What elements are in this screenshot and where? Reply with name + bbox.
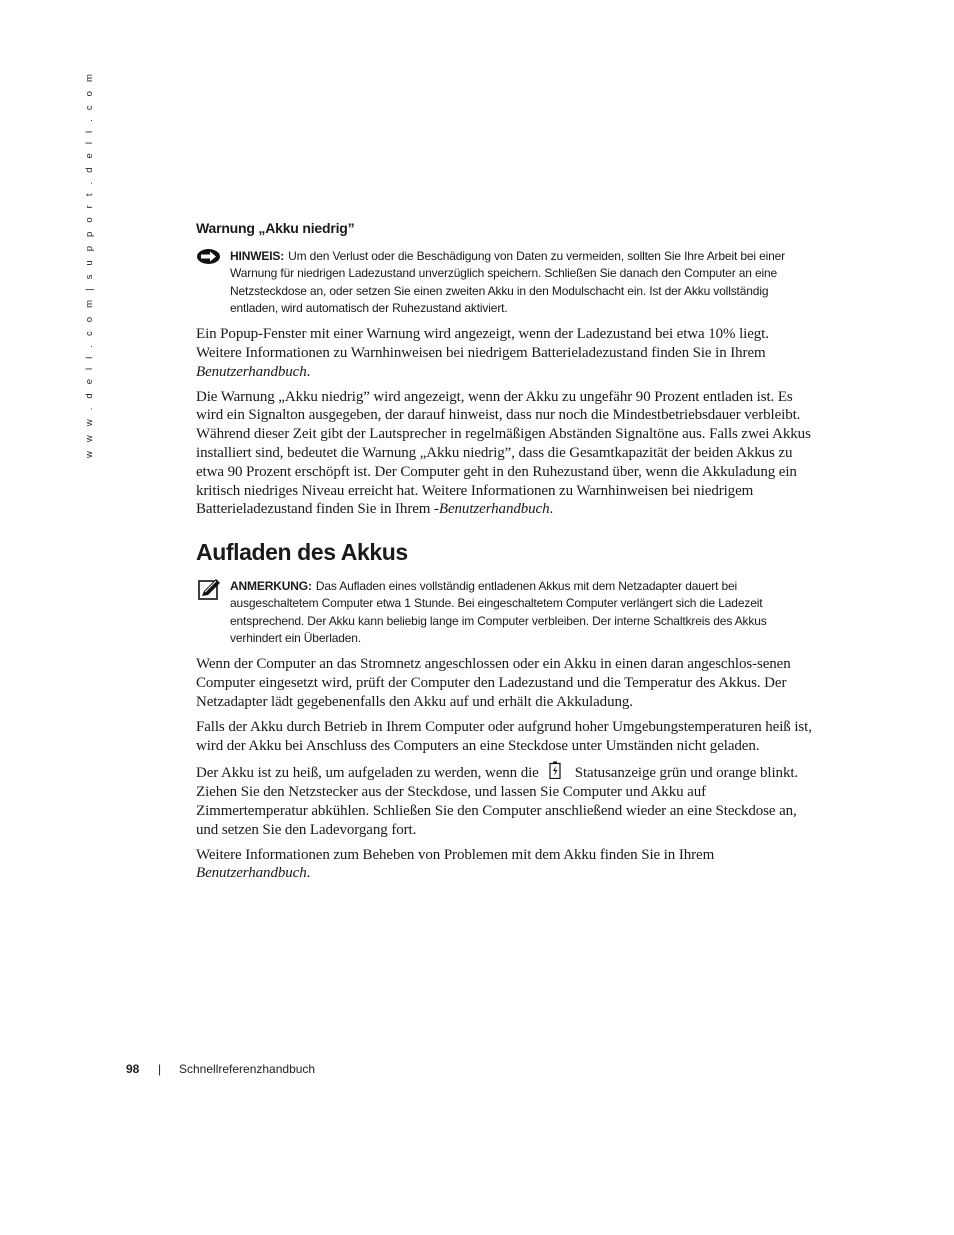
paragraph: Falls der Akku durch Betrieb in Ihrem Computer oder aufgrund hoher Umgebungstemperaturen heiß ist, wird der Akku bei Anschluss des Computers an eine Steckdose unter Umständen nicht geladen. xyxy=(196,718,812,754)
paragraph-text: Ein Popup-Fenster mit einer Warnung wird angezeigt, wenn der Ladezustand bei etwa 10% liegt. Weitere Informationen zu Warnhinweisen bei niedrigem Batterieladezustand finden Sie in Ihrem xyxy=(196,326,769,361)
footer-separator: | xyxy=(158,1062,162,1076)
paragraph xyxy=(196,761,816,839)
notice-arrow-icon xyxy=(196,248,222,270)
manual-reference: Benutzerhandbuch xyxy=(196,865,307,882)
sidebar-url: w w w . d e l l . c o m | s u p p o r t . d e l l . c o m xyxy=(84,70,95,458)
note-box xyxy=(196,578,816,647)
notice-body: Um den Verlust oder die Beschädigung von Daten zu vermeiden, sollten Sie Ihre Arbeit bei einer Warnung für niedrigen Ladezustand unverzüglich speichern. Schließen Sie danach den Computer an eine Netzsteckdose an, oder setzen Sie einen zweiten Akku in den Modulschacht ein. Ist der Akku vollständig entladen, wird automatisch der Ruhezustand aktiviert. xyxy=(230,249,786,315)
note-pencil-icon xyxy=(196,578,222,600)
manual-reference: Benutzerhandbuch xyxy=(196,363,307,380)
page-number: 98 xyxy=(126,1062,140,1076)
manual-reference: Benutzerhandbuch xyxy=(438,501,550,518)
note-body: Das Aufladen eines vollständig entladenen Akkus mit dem Netzadapter dauert bei ausgeschaltetem Computer etwa 1 Stunde. Bei eingeschaltetem Computer verlängert sich die Ladezeit entsprechend. Der Akku kann beliebig lange im Computer verbleiben. Der interne Schaltkreis des Akkus verhindert ein Überladen. xyxy=(230,579,767,646)
notice-label: HINWEIS: xyxy=(230,249,285,263)
paragraph xyxy=(196,846,816,884)
paragraph-end: . xyxy=(306,865,311,882)
paragraph-end: . xyxy=(306,363,311,380)
section-heading-charging: Aufladen des Akkus xyxy=(196,539,408,566)
section-heading-low-battery: Warnung „Akku niedrig” xyxy=(196,220,355,236)
paragraph: Wenn der Computer an das Stromnetz angeschlossen oder ein Akku in einen daran angeschlos-senen Computer eingesetzt wird, prüft der Computer den Ladezustand und die Temperatur des Akkus. Der Netzadapter lädt gegebenenfalls den Akku auf und erhält die Akkuladung. xyxy=(196,656,791,710)
paragraph xyxy=(196,325,816,381)
document-title: Schnellreferenzhandbuch xyxy=(179,1062,316,1076)
paragraph-end: . xyxy=(549,501,554,518)
paragraph-text: Weitere Informationen zum Beheben von Problemen mit dem Akku finden Sie in Ihrem xyxy=(196,846,715,863)
notice-text xyxy=(230,248,816,317)
paragraph-text: Statusanzeige grün und orange blinkt. Ziehen Sie den Netzstecker aus der Steckdose, und lassen Sie Computer und Akku auf Zimmertemperatur abkühlen. Schließen Sie den Computer anschließend wieder an eine Steckdose an, und setzen Sie den Ladevorgang fort. xyxy=(196,765,799,838)
paragraph xyxy=(196,388,816,520)
paragraph-text: Der Akku ist zu heiß, um aufgeladen zu werden, wenn die xyxy=(196,765,539,782)
note-label: ANMERKUNG: xyxy=(230,579,312,594)
page-content xyxy=(196,220,816,889)
battery-status-icon xyxy=(549,761,561,779)
paragraph-text: Die Warnung „Akku niedrig” wird angezeigt, wenn der Akku zu ungefähr 90 Prozent entladen ist. Es wird ein Signalton ausgegeben, der darauf hinweist, dass nur noch die Mindestbetriebsdauer verbleibt. Während dieser Zeit gibt der Lautsprecher in regelmäßigen Abständen Signaltöne aus. Falls zwei Akkus installiert sind, bedeutet die Warnung „Akku niedrig”, dass die Gesamtkapazität der beiden Akkus zu etwa 90 Prozent erschöpft ist. Der Computer geht in den Ruhezustand über, wenn die Akkuladung ein kritisch niedriges Niveau erreicht hat. Weitere Informationen zu Warnhinweisen bei niedrigem Batterieladezustand finden Sie in Ihrem - xyxy=(196,388,811,518)
notice-box xyxy=(196,248,816,317)
note-text xyxy=(230,578,816,647)
